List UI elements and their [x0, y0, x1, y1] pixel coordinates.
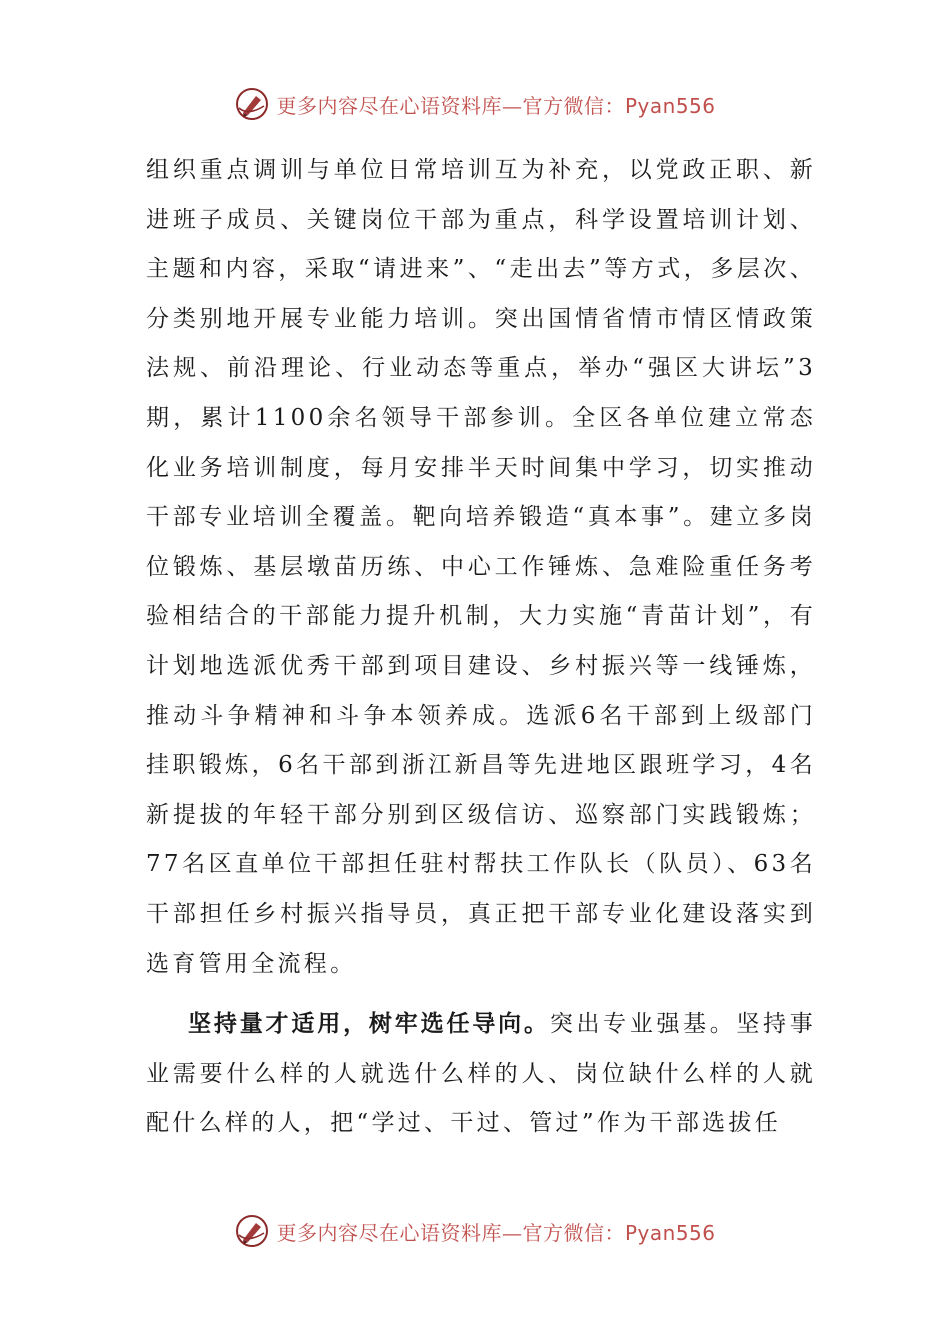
header-dash: —: [501, 93, 523, 118]
paragraph-2-lead: 坚持量才适用，树牢选任导向。: [188, 1010, 550, 1038]
header-wechat-id: Pyan556: [624, 93, 716, 118]
footer-wechat-label: 官方微信：: [522, 1220, 625, 1245]
document-body: [146, 146, 816, 1149]
footer-site-text: 更多内容尽在心语资料库: [276, 1220, 502, 1245]
footer-wechat-id: Pyan556: [624, 1220, 716, 1245]
footer-dash: —: [501, 1220, 523, 1245]
paragraph-2-text: 突出专业强基。坚持事业需要什么样的人就选什么样的人、岗位缺什么样的人就配什么样的人，把“学过、干过、管过”作为干部选拔任: [146, 1011, 817, 1137]
header-wechat-label: 官方微信：: [522, 93, 625, 118]
header-banner-text: [276, 90, 715, 119]
footer-banner: [0, 1211, 950, 1251]
pen-nib-logo-icon: [234, 1213, 270, 1249]
paragraph-1: 组织重点调训与单位日常培训互为补充，以党政正职、新进班子成员、关键岗位干部为重点，科学设置培训计划、主题和内容，采取“请进来”、“走出去”等方式，多层次、分类别地开展专业能力培训。突出国情省情市情区情政策法规、前沿理论、行业动态等重点，举办“强区大讲坛”3期，累计1100余名领导干部参训。全区各单位建立常态化业务培训制度，每月安排半天时间集中学习，切实推动干部专业培训全覆盖。靶向培养锻造“真本事”。建立多岗位锻炼、基层墩苗历练、中心工作锤炼、急难险重任务考验相结合的干部能力提升机制，大力实施“青苗计划”，有计划地选派优秀干部到项目建设、乡村振兴等一线锤炼，推动斗争精神和斗争本领养成。选派6名干部到上级部门挂职锻炼，6名干部到浙江新昌等先进地区跟班学习，4名新提拔的年轻干部分别到区级信访、巡察部门实践锻炼；77名区直单位干部担任驻村帮扶工作队长（队员）、63名干部担任乡村振兴指导员，真正把干部专业化建设落实到选育管用全流程。: [146, 157, 816, 977]
header-site-text: 更多内容尽在心语资料库: [276, 93, 502, 118]
header-banner: [0, 84, 950, 124]
paragraph-2: [146, 999, 816, 1149]
pen-nib-logo-icon: [234, 86, 270, 122]
footer-banner-text: [276, 1217, 715, 1246]
